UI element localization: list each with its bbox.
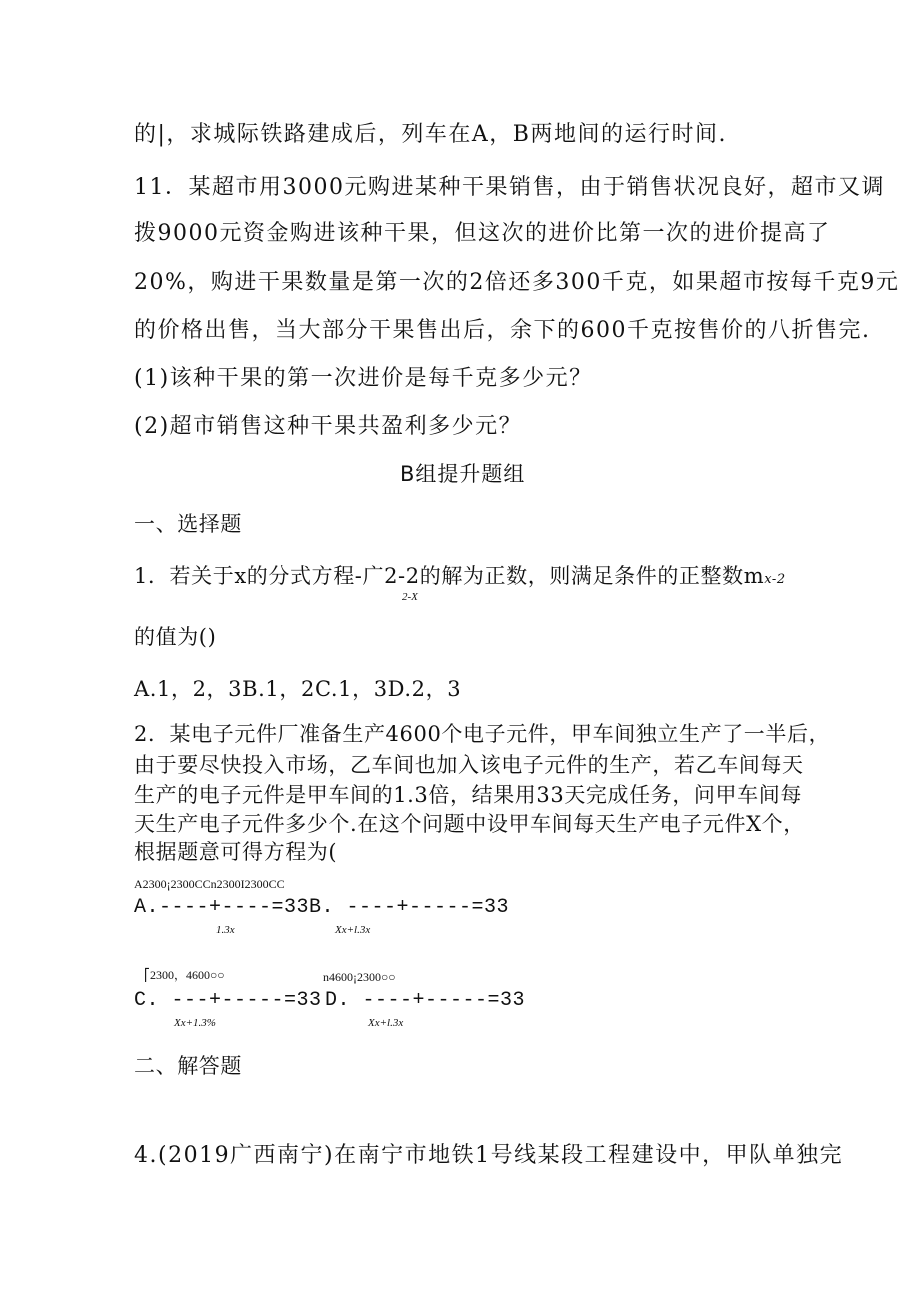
question-1-text: 1．若关于x的分式方程-广2-2的解为正数，则满足条件的正整数m	[134, 564, 765, 588]
section-heading-choice: 一、选择题	[134, 512, 242, 536]
group-b-title: B组提升题组	[400, 462, 526, 486]
options-ab-numerators: A2300¡2300CCn2300I2300CC	[134, 877, 285, 891]
text-line: 的|，求城际铁路建成后，列车在A，B两地间的运行时间.	[134, 122, 727, 147]
question-1-prompt: 的值为()	[134, 625, 217, 649]
subquestion-2: (2)超市销售这种干果共盈利多少元？	[134, 414, 523, 439]
question-1-options: A.1，2，3B.1，2C.1，3D.2，3	[134, 677, 462, 701]
option-d-numerators: n4600¡2300○○	[323, 970, 396, 984]
option-a-denominator: 1.3x	[216, 924, 235, 936]
options-ab-equations: A.----+----=33B. ----+-----=33	[134, 896, 510, 919]
option-c-numerators: ⎡2300，4600○○	[144, 968, 225, 982]
subquestion-1: (1)该种干果的第一次进价是每千克多少元？	[134, 366, 593, 391]
section-heading-answer: 二、解答题	[134, 1054, 242, 1078]
question-1-subscript: x-2	[764, 572, 786, 587]
question-2-line: 2．某电子元件厂准备生产4600个电子元件，甲车间独立生产了一半后，	[134, 722, 831, 746]
question-2-line: 天生产电子元件多少个.在这个问题中设甲车间每天生产电子元件X个，	[134, 812, 805, 836]
problem-11-line: 11．某超市用3000元购进某种干果销售，由于销售状况良好，超市又调	[134, 175, 885, 200]
option-c-denominator: Xx+1.3%	[174, 1017, 216, 1029]
text-line: 的价格出售，当大部分干果售出后，余下的600千克按售价的八折售完.	[134, 318, 871, 343]
text-line: 拨9000元资金购进该种干果，但这次的进价比第一次的进价提高了	[134, 221, 831, 246]
question-1-line	[134, 560, 786, 590]
option-b-denominator: Xx+l.3x	[335, 924, 371, 936]
option-d-denominator: Xx+l.3x	[368, 1017, 404, 1029]
question-2-line: 根据题意可得方程为(	[134, 840, 338, 864]
option-c-equation: C. ---+-----=33	[134, 989, 322, 1012]
text-line: 20%，购进干果数量是第一次的2倍还多300千克，如果超市按每千克9元	[134, 270, 900, 295]
question-4-line: 4.(2019广西南宁)在南宁市地铁1号线某段工程建设中，甲队单独完	[134, 1143, 844, 1168]
option-d-equation: D. ----+-----=33	[325, 989, 526, 1012]
question-2-line: 生产的电子元件是甲车间的1.3倍，结果用33天完成任务，问甲车间每	[134, 783, 802, 807]
fraction-denominator: 2-X	[402, 591, 418, 603]
question-2-line: 由于要尽快投入市场，乙车间也加入该电子元件的生产，若乙车间每天	[134, 753, 804, 777]
